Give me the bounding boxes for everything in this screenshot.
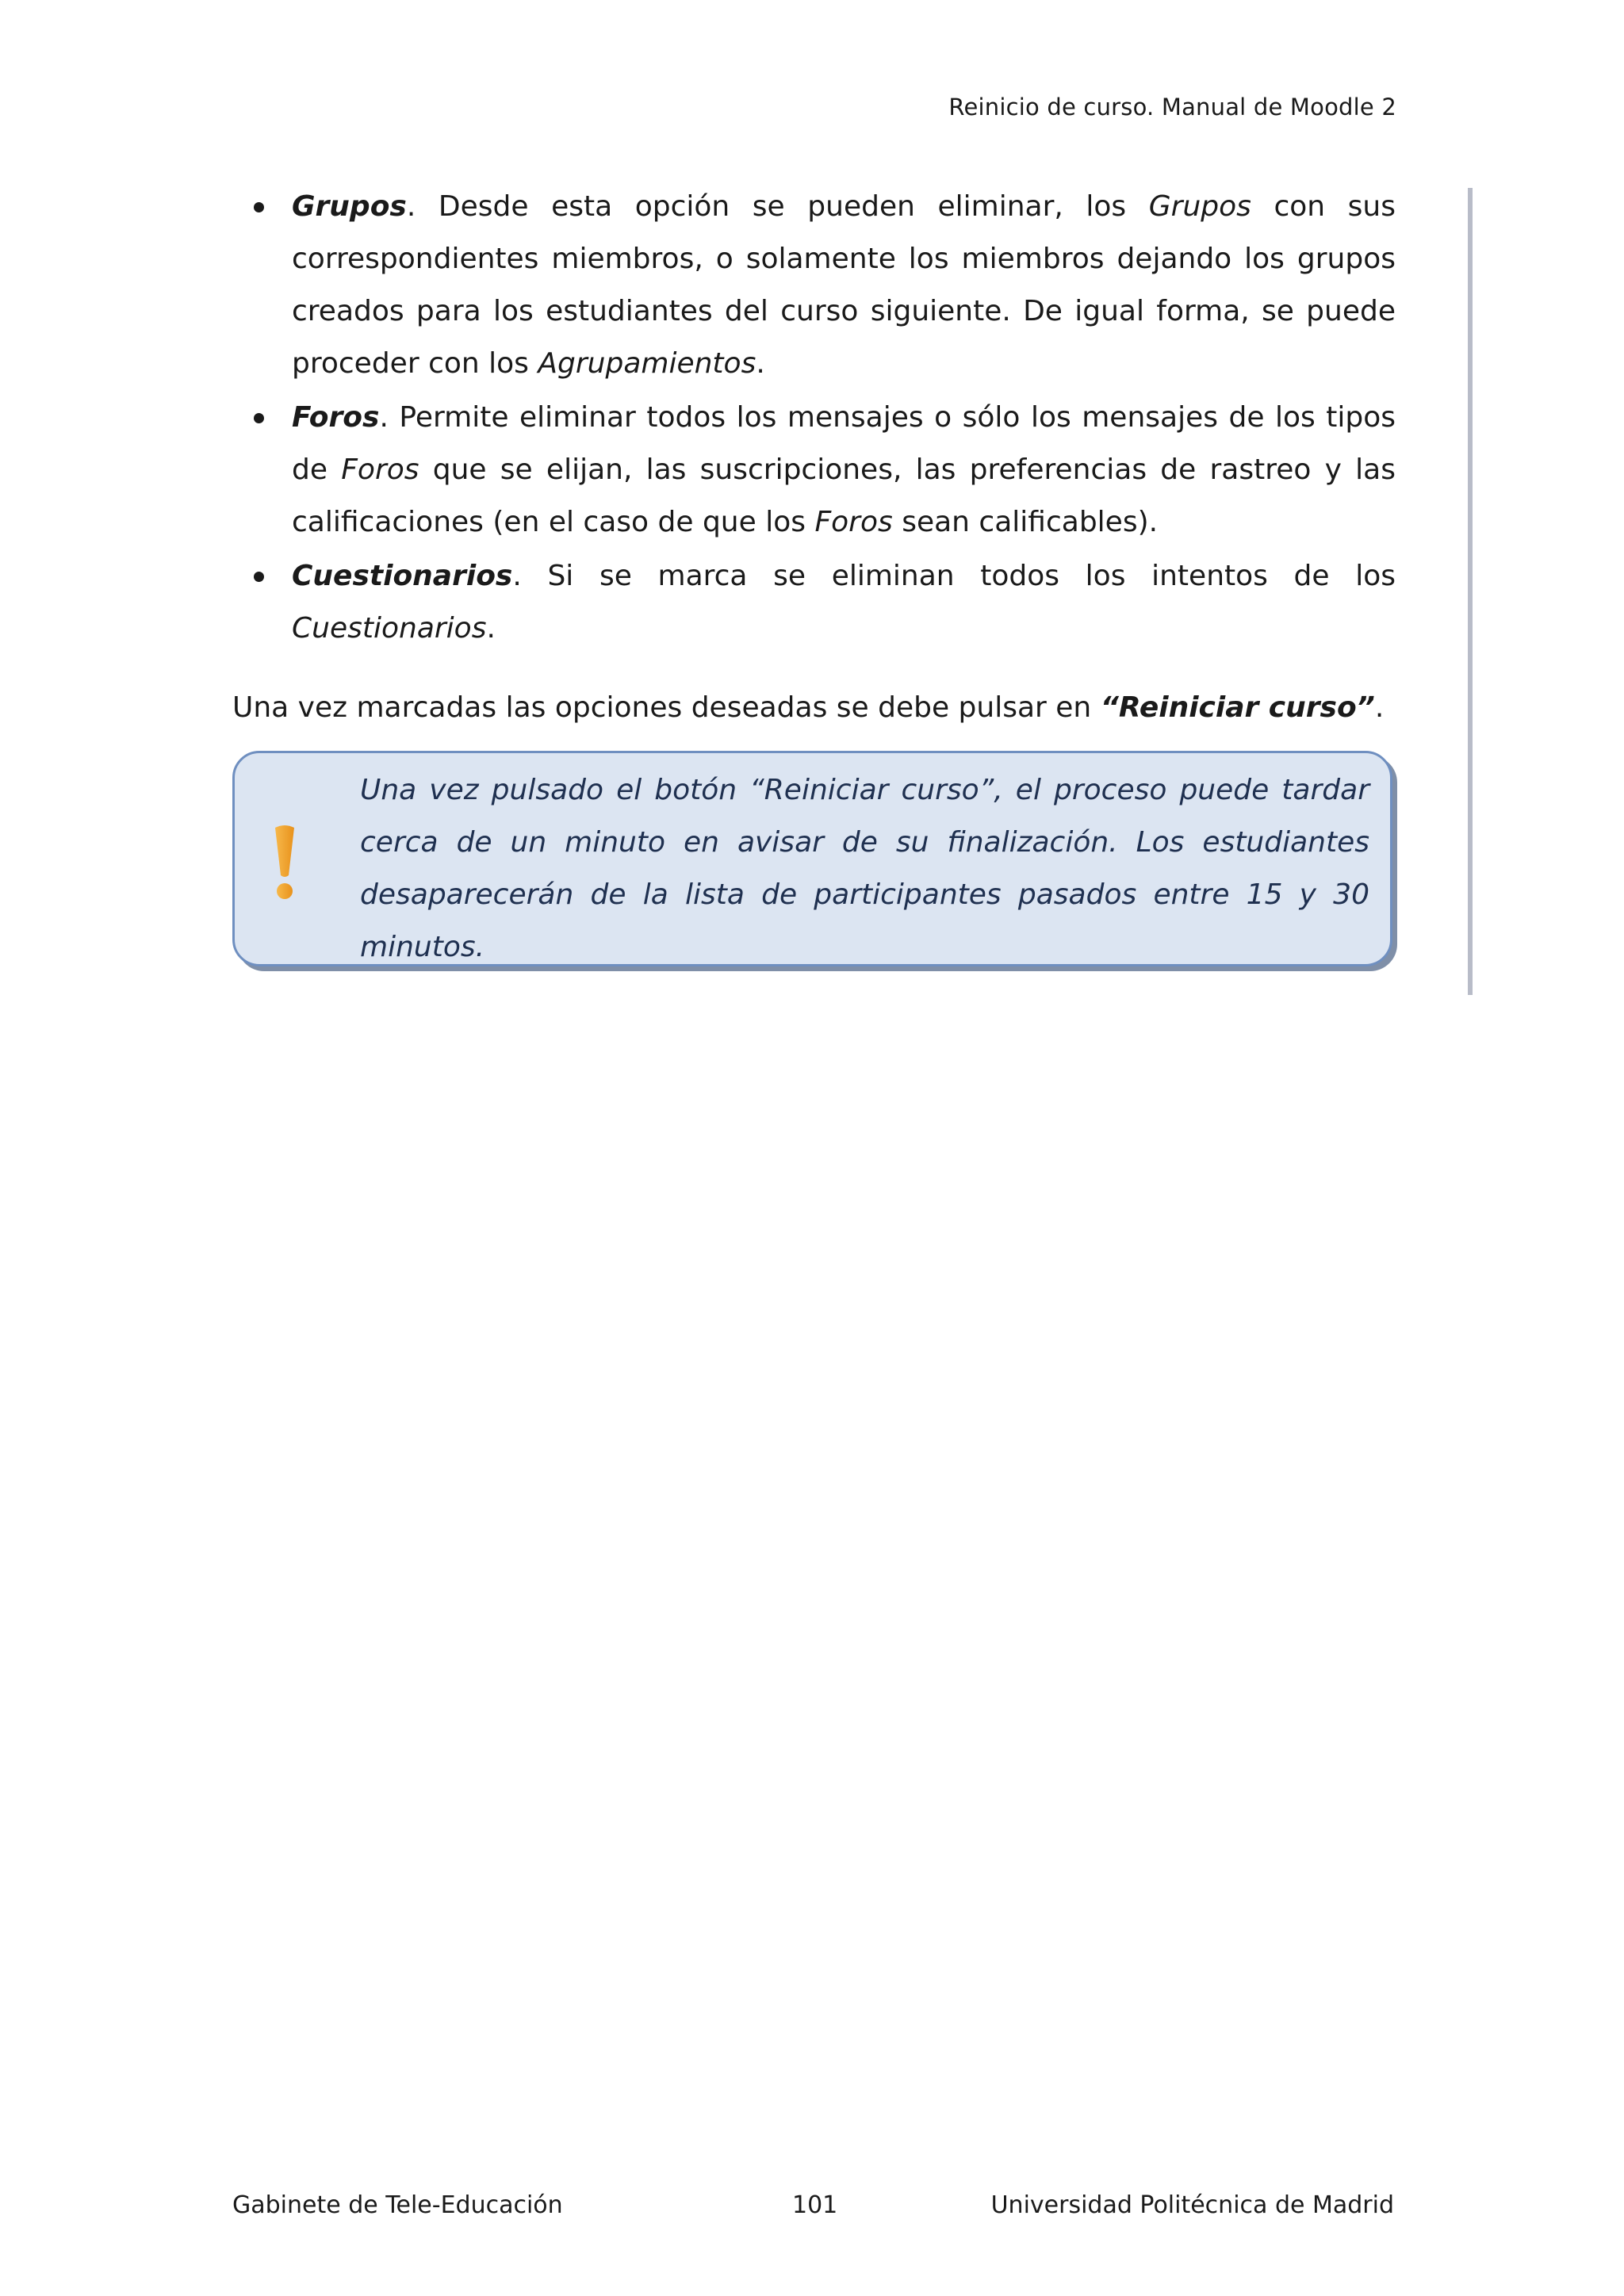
note-text: Una vez pulsado el botón “Reiniciar curso”, el proceso puede tardar cerca de un minuto en avisar de su finalización. Los estudiantes desaparecerán de la lista de participantes pasados entre 15 y 30 minutos. xyxy=(360,774,1369,963)
list-item-text: . xyxy=(756,347,765,380)
list-item-text: . Permite eliminar todos los mensajes o sólo los mensajes de los tipos de xyxy=(292,401,1396,486)
list-item-text: con sus correspondientes miembros, o solamente los miembros dejando los grupos creados para los estudiantes del curso siguiente. De igual forma, se puede proceder con los xyxy=(292,190,1396,380)
list-item-italic: Foros xyxy=(341,453,419,486)
bullet-list xyxy=(232,181,1396,655)
bullet-icon xyxy=(254,202,264,212)
list-item-text: que se elijan, las suscripciones, las preferencias de rastreo y las calificaciones (en el caso de que los xyxy=(292,453,1396,538)
list-item xyxy=(232,550,1396,655)
list-item-italic: Cuestionarios xyxy=(292,612,487,645)
list-item-term: Grupos xyxy=(292,190,407,223)
list-item-term: Foros xyxy=(292,401,380,434)
paragraph-text: . xyxy=(1374,691,1385,724)
bullet-icon xyxy=(254,572,264,582)
exclamation-icon xyxy=(273,825,297,901)
footer-left: Gabinete de Tele-Educación xyxy=(232,2191,563,2219)
list-item-text: . xyxy=(486,612,496,645)
paragraph-text: Una vez marcadas las opciones deseadas se debe pulsar en xyxy=(232,691,1101,724)
paragraph-emphasis: “Reiniciar curso” xyxy=(1100,691,1375,724)
body-paragraph xyxy=(232,682,1396,734)
footer-right: Universidad Politécnica de Madrid xyxy=(990,2191,1394,2219)
main-content xyxy=(232,181,1396,734)
running-header: Reinicio de curso. Manual de Moodle 2 xyxy=(948,94,1396,121)
list-item-italic: Grupos xyxy=(1148,190,1251,223)
list-item-text: . Si se marca se eliminan todos los intentos de los xyxy=(512,560,1396,592)
list-item-term: Cuestionarios xyxy=(292,560,513,592)
list-item-italic: Agrupamientos xyxy=(538,347,756,380)
bullet-icon xyxy=(254,413,264,423)
margin-rule xyxy=(1468,188,1473,995)
note-box xyxy=(232,751,1392,966)
list-item-text: sean calificables). xyxy=(892,506,1159,538)
list-item-italic: Foros xyxy=(814,506,893,538)
list-item-text: . Desde esta opción se pueden eliminar, los xyxy=(406,190,1149,223)
list-item xyxy=(232,392,1396,549)
list-item xyxy=(232,181,1396,390)
page-number: 101 xyxy=(792,2191,838,2219)
